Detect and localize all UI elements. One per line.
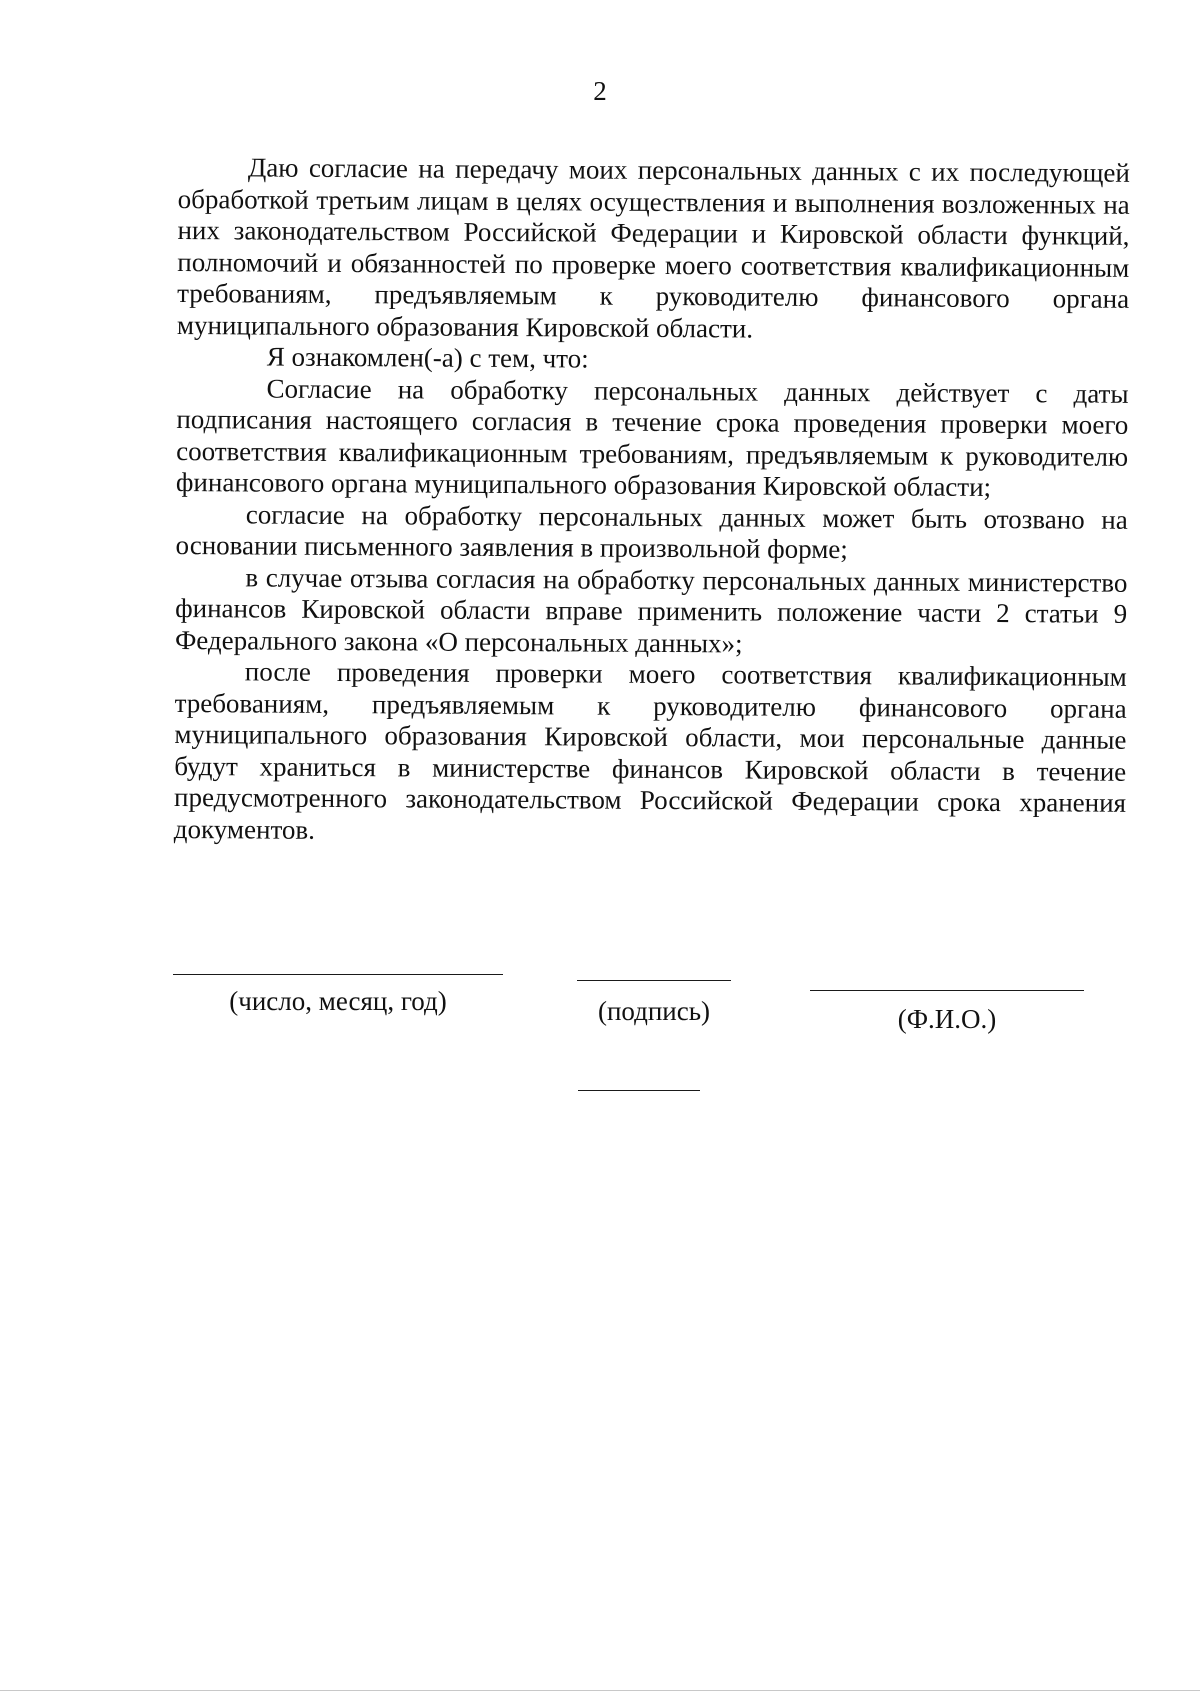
paragraph-revocation-consequence: в случае отзыва согласия на обработку персональных данных министерство финансов Кировской области вправе применить положение части 2 статьи 9 Федерального закона «О персональных данных»; [174, 561, 1128, 658]
name-caption: (Ф.И.О.) [897, 1004, 997, 1034]
paragraph-consent-transfer: Даю согласие на передачу моих персональных данных с их последующей обработкой третьим лицам в целях осуществления и выполнения возложенных на них законодательством Российской Федерации и Кировской области функций, полномочий и обязанностей по проверке моего соответствия квалификационным требованиям, предъявляемым к руководителю финансового органа муниципального образования Кировской области. [176, 152, 1130, 344]
paragraph-acknowledged: Я ознакомлен(-а) с тем, что: [266, 341, 589, 374]
paragraph-storage: после проведения проверки моего соответствия квалификационным требованиям, предъявляемым к руководителю финансового органа муниципального образования Кировской области, мои персональные данные будут храниться в министерстве финансов Кировской области в течение предусмотренного законодательством Российской Федерации срока хранения документов. [173, 656, 1127, 845]
end-separator-line [578, 1090, 700, 1091]
signature-line [577, 980, 731, 981]
page-number: 2 [593, 76, 607, 106]
date-line [173, 974, 503, 975]
consent-text [174, 152, 1130, 851]
name-line [810, 990, 1084, 991]
scan-edge [0, 1690, 1200, 1691]
date-caption: (число, месяц, год) [229, 986, 447, 1016]
signature-caption: (подпись) [597, 996, 711, 1026]
paragraph-validity-period: Согласие на обработку персональных данных действует с даты подписания настоящего согласия в течение срока проведения проверки моего соответствия квалификационным требованиям, предъявляемым к руководителю финансового органа муниципального образования Кировской области; [175, 373, 1129, 502]
paragraph-revocation: согласие на обработку персональных данных может быть отозвано на основании письменного заявления в произвольной форме; [175, 498, 1128, 565]
